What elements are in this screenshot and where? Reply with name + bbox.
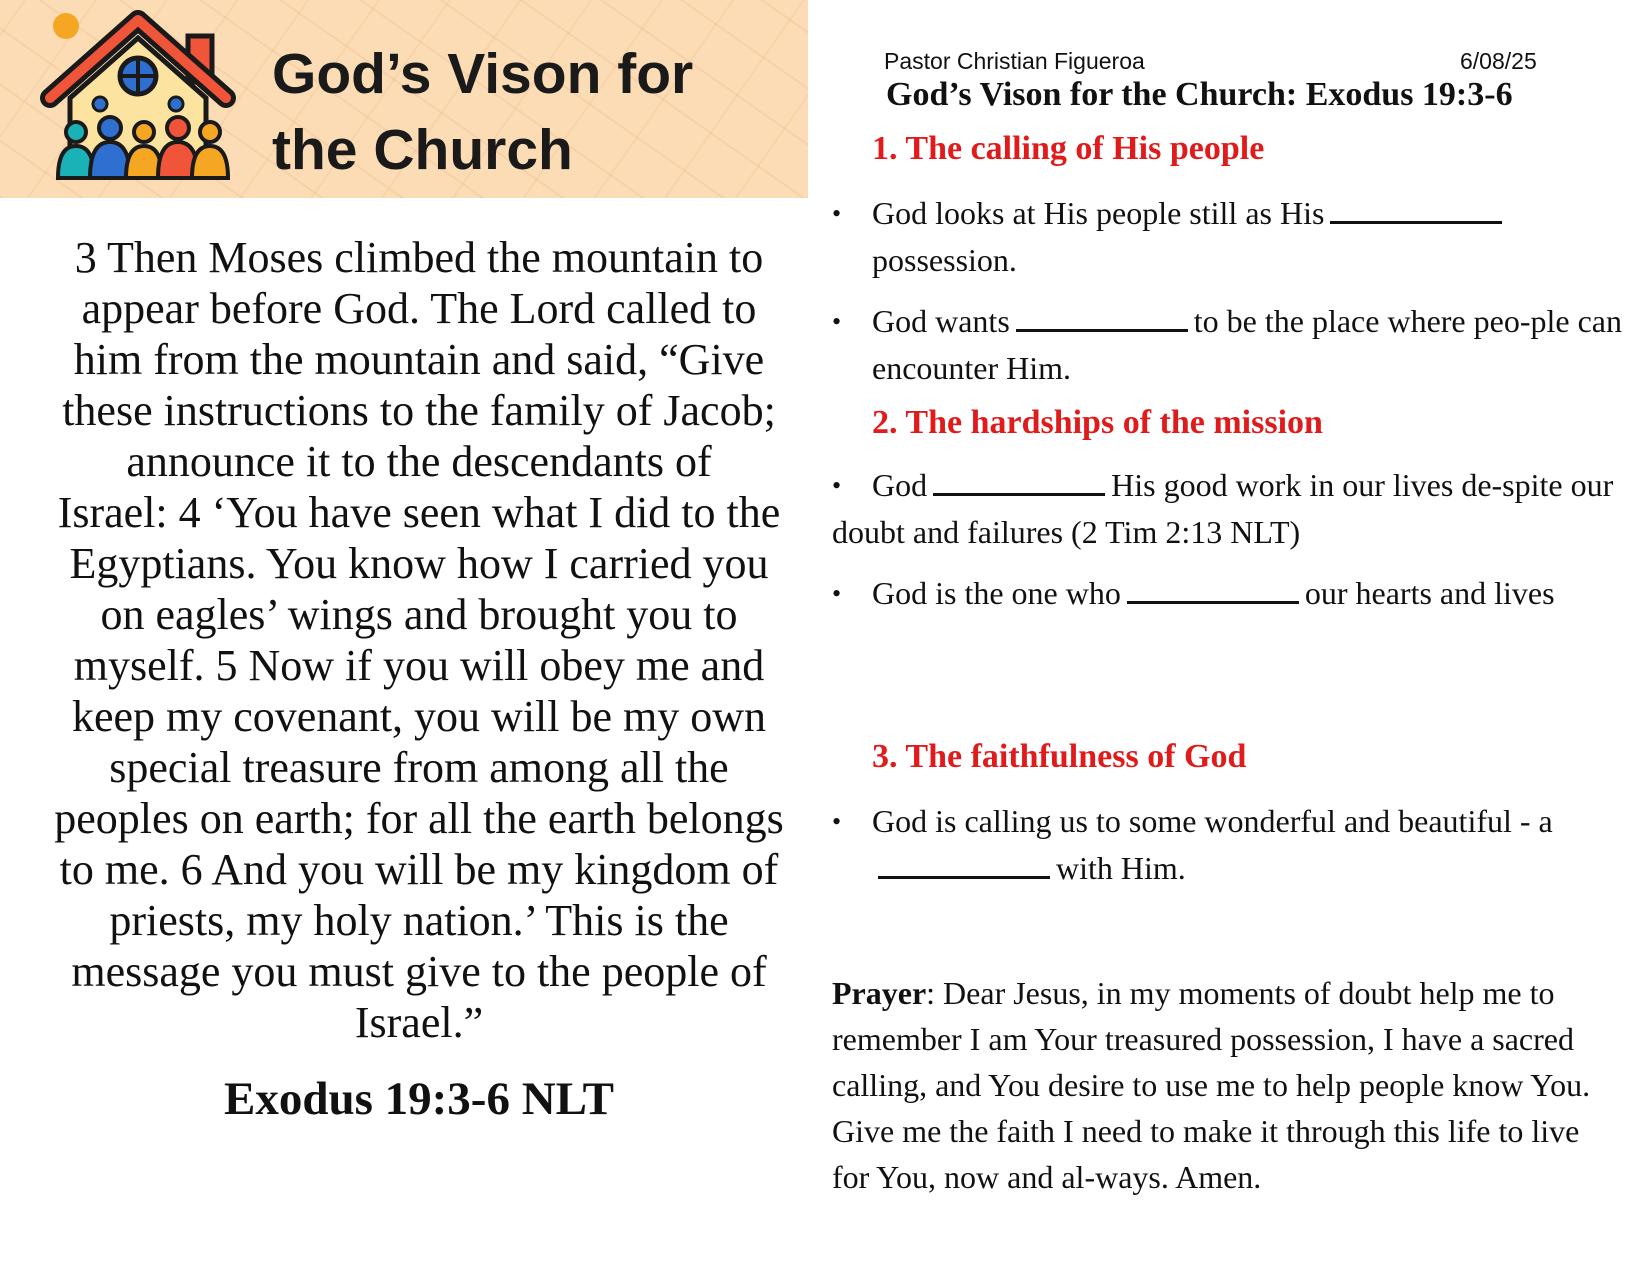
header-banner	[0, 0, 808, 198]
scripture-line: peoples on earth; for all the earth belongs	[54, 794, 784, 843]
scripture-line: him from the mountain and said, “Give	[73, 335, 765, 384]
bullet-item	[832, 462, 1632, 556]
banner-title-line2: the Church	[272, 118, 573, 182]
notes-title: God’s Vison for the Church: Exodus 19:3-6	[886, 76, 1513, 113]
bullet-text: possession.	[872, 242, 1017, 278]
fill-in-blank[interactable]	[933, 467, 1105, 496]
church-house-with-people-icon	[28, 6, 248, 190]
scripture-line: these instructions to the family of Jacob;	[62, 386, 776, 435]
bullet-text: to be the place where peo-ple can encounter Him.	[872, 303, 1622, 386]
scripture-line: to me. 6 And you will be my kingdom of	[59, 845, 779, 894]
banner-title	[272, 36, 792, 188]
bullet-dot: •	[832, 807, 842, 836]
scripture-line: Israel.”	[354, 998, 484, 1047]
prayer-text: : Dear Jesus, in my moments of doubt help me to remember I am Your treasured possession, I have a sacred calling, and You desire to use me to help people know You. Give me the faith I need to make it through this life to live for You, now and al-ways. Amen.	[832, 975, 1591, 1195]
fill-in-blank[interactable]	[1016, 303, 1188, 332]
bullet-text: God is calling us to some wonderful and beautiful - a	[872, 803, 1553, 839]
prayer-paragraph	[832, 970, 1622, 1200]
bullet-dot: •	[832, 471, 842, 500]
banner-title-line1: God’s Vison for	[272, 42, 694, 106]
bullet-text: His good work in our lives de-spite our doubt and failures (2 Tim 2:13 NLT)	[832, 467, 1614, 550]
bullet-item	[832, 570, 1632, 617]
scripture-line: keep my covenant, you will be my own	[71, 692, 767, 741]
scripture-line: Egyptians. You know how I carried you	[69, 539, 769, 588]
scripture-passage	[14, 232, 824, 1048]
fill-in-blank[interactable]	[1127, 575, 1299, 604]
bullet-item	[832, 798, 1632, 892]
bullet-text: God looks at His people still as His	[872, 195, 1325, 231]
scripture-line: special treasure from among all the	[109, 743, 729, 792]
scripture-line: announce it to the descendants of	[126, 437, 712, 486]
bullet-text: God is the one who	[872, 575, 1121, 611]
scripture-line: appear before God. The Lord called to	[81, 284, 757, 333]
prayer-label: Prayer	[832, 975, 927, 1011]
bullet-item	[832, 298, 1632, 392]
scripture-reference: Exodus 19:3-6 NLT	[223, 1073, 615, 1125]
bullet-text: our hearts and lives	[1304, 575, 1555, 611]
pastor-name: Pastor Christian Figueroa	[884, 48, 1145, 74]
scripture-line: message you must give to the people of	[71, 947, 767, 996]
sermon-date: 6/08/25	[1460, 48, 1537, 74]
bullet-item	[832, 190, 1632, 284]
scripture-line: myself. 5 Now if you will obey me and	[73, 641, 765, 690]
scripture-line: priests, my holy nation.’ This is the	[109, 896, 729, 945]
section-heading-1: 1. The calling of His people	[872, 130, 1265, 167]
bullet-text: God wants	[872, 303, 1010, 339]
bullet-dot: •	[832, 307, 842, 336]
bullet-dot: •	[832, 579, 842, 608]
fill-in-blank[interactable]	[1330, 195, 1502, 224]
fill-in-blank[interactable]	[878, 850, 1050, 879]
bullet-dot: •	[832, 199, 842, 228]
scripture-line: 3 Then Moses climbed the mountain to	[74, 233, 764, 282]
bullet-text: with Him.	[1056, 850, 1186, 886]
bullet-text: God	[872, 467, 928, 503]
section-heading-2: 2. The hardships of the mission	[872, 404, 1323, 441]
section-heading-3: 3. The faithfulness of God	[872, 738, 1247, 775]
scripture-line: Israel: 4 ‘You have seen what I did to the	[57, 488, 781, 537]
scripture-line: on eagles’ wings and brought you to	[100, 590, 738, 639]
